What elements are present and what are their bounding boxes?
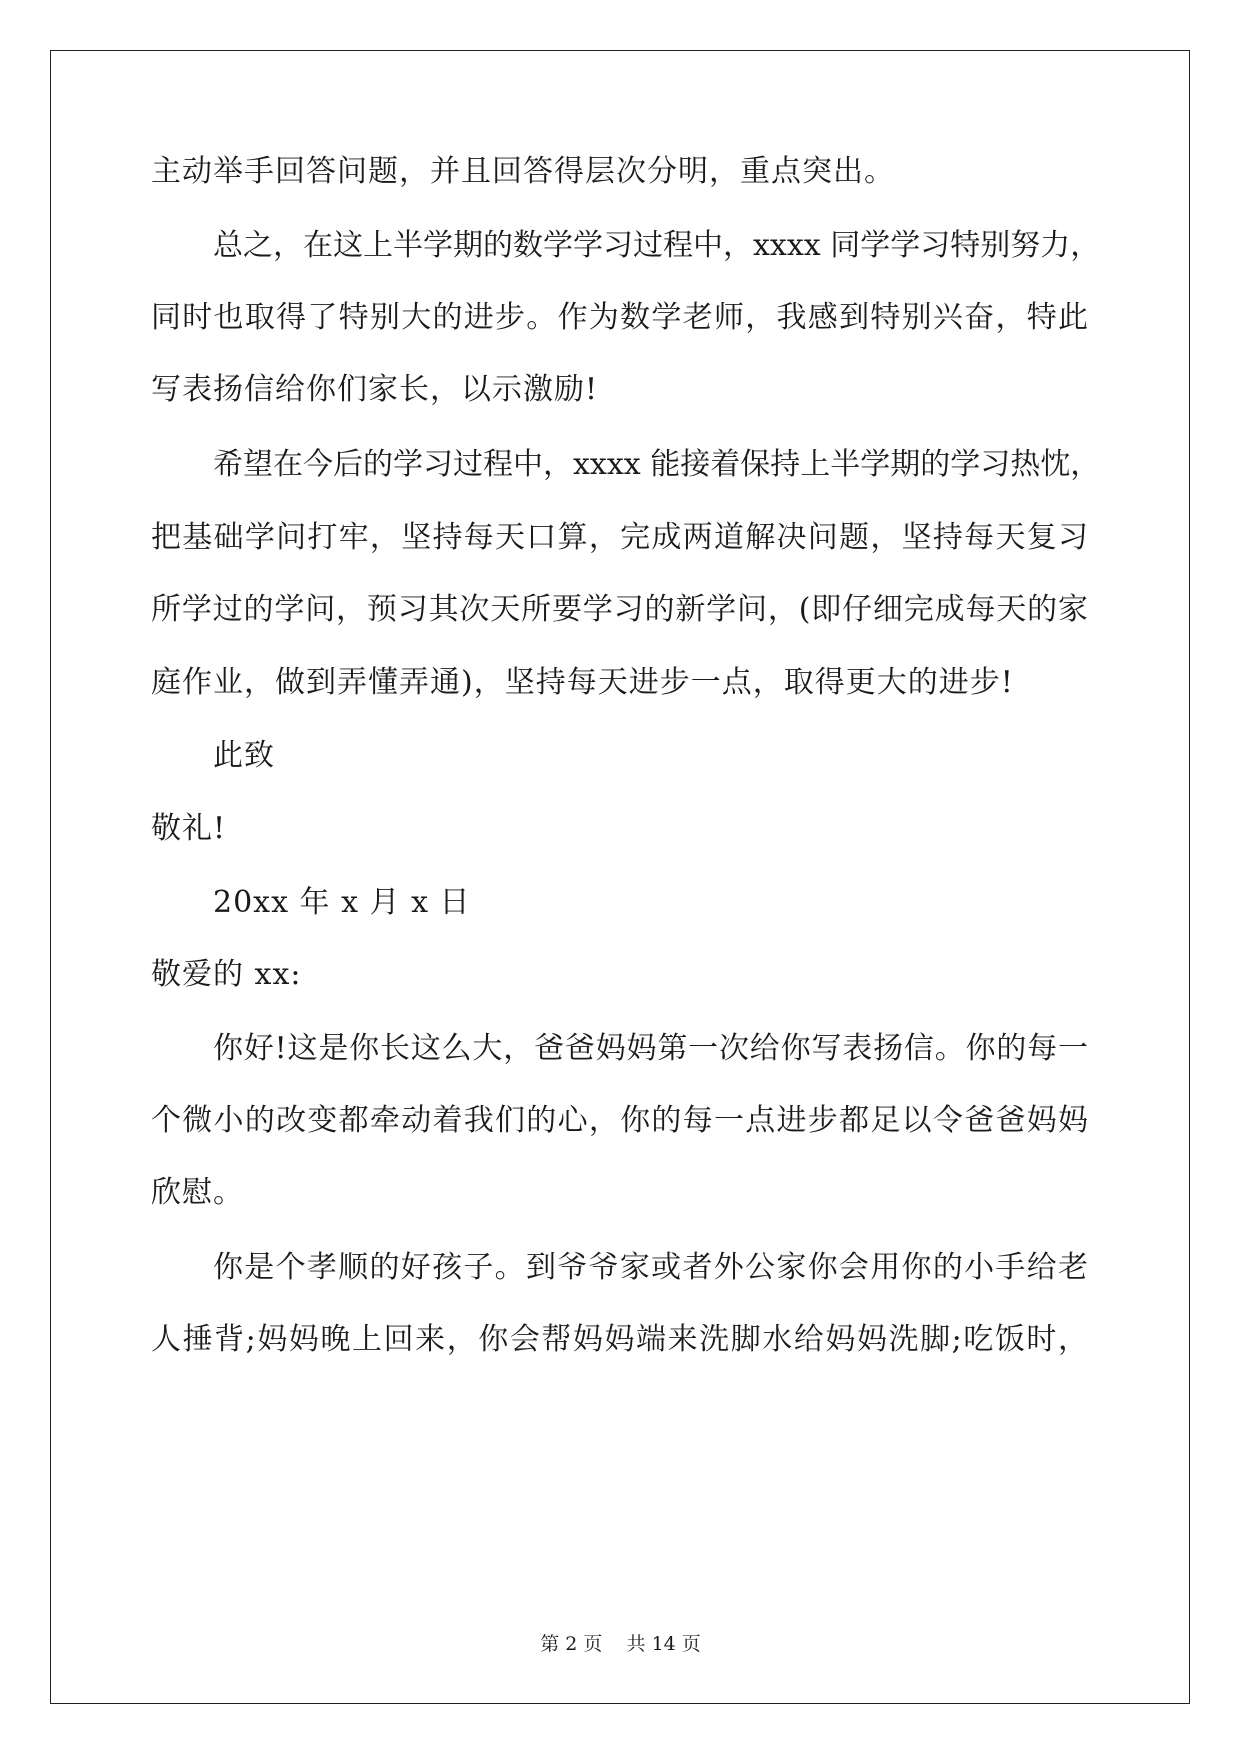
text-line-15: 欣慰。: [151, 1175, 244, 1210]
text-line-5: 希望在今后的学习过程中，xxxx 能接着保持上半学期的学习热忱，: [213, 447, 1101, 482]
salutation-closing: 敬礼!: [151, 811, 227, 846]
closing-phrase: 此致: [213, 738, 275, 773]
text-line-16: 你是个孝顺的好孩子。到爷爷家或者外公家你会用你的小手给老: [213, 1250, 1088, 1285]
greeting-line: 敬爱的 xx:: [151, 957, 302, 992]
text-line-14: 个微小的改变都牵动着我们的心，你的每一点进步都足以令爸爸妈妈: [151, 1103, 1088, 1138]
date-line: 20xx 年 x 月 x 日: [213, 885, 471, 920]
text-line-2: 总之，在这上半学期的数学学习过程中，xxxx 同学学习特别努力，: [213, 228, 1101, 263]
text-line-8: 庭作业，做到弄懂弄通)，坚持每天进步一点，取得更大的进步!: [151, 665, 1014, 700]
text-line-13: 你好!这是你长这么大，爸爸妈妈第一次给你写表扬信。你的每一: [213, 1031, 1088, 1066]
text-line-6: 把基础学问打牢，坚持每天口算，完成两道解决问题，坚持每天复习: [151, 520, 1088, 555]
text-line-4: 写表扬信给你们家长，以示激励!: [151, 372, 599, 407]
text-line-1: 主动举手回答问题，并且回答得层次分明，重点突出。: [151, 154, 895, 189]
text-line-3: 同时也取得了特别大的进步。作为数学老师，我感到特别兴奋，特此: [151, 300, 1088, 335]
page-number-footer: 第 2 页 共 14 页: [540, 1633, 701, 1655]
text-line-17: 人捶背;妈妈晚上回来，你会帮妈妈端来洗脚水给妈妈洗脚;吃饭时，: [151, 1322, 1088, 1357]
text-line-7: 所学过的学问，预习其次天所要学习的新学问，(即仔细完成每天的家: [151, 592, 1088, 627]
